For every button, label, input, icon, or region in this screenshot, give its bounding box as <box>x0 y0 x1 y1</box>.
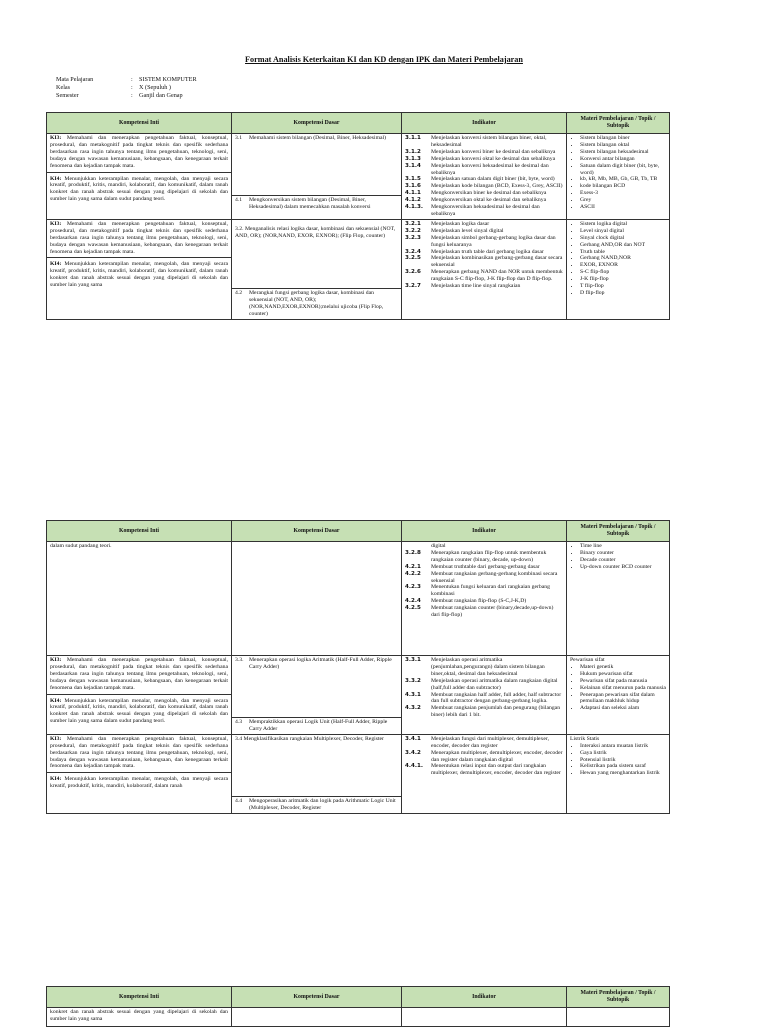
materi-item: • Pewarisan sifat pada manusia <box>580 678 666 685</box>
materi-item: • kode bilangan BCD <box>580 183 666 190</box>
ki-cell <box>47 734 232 813</box>
ki-cell <box>47 134 232 220</box>
materi-item: • Exess-3 <box>580 190 666 197</box>
header-row <box>47 521 670 542</box>
materi-heading: Listrik Statis <box>570 735 600 742</box>
indicator-number: 3.1.6 <box>405 183 421 190</box>
ki4-block <box>47 775 231 791</box>
materi-item: • Gerbang AND,OR dan NOT <box>580 242 666 249</box>
ki3-code: KI3: <box>50 220 62 227</box>
materi-item: • Sistem bilangan heksadesimal <box>580 149 666 156</box>
meta-colon: : <box>131 92 133 99</box>
ki3-block <box>47 656 231 695</box>
kd4-number: 4.3 <box>235 719 243 725</box>
materi-item: • Sinyal clock digital <box>580 235 666 242</box>
materi-item: • D flip-flop <box>580 290 666 297</box>
materi-item: • Penerapan pewarisan sifat dalam pemuliaan makhluk hidup <box>580 692 666 706</box>
indicator-number: 3.2.7 <box>405 283 421 290</box>
materi-cell <box>567 656 670 735</box>
indicator-text: Menerapkan rangkaian flip-flop untuk membentuk rangkaian counter (binary, decade, up-down) <box>431 549 547 563</box>
indicator-text: Menjelaskan truth table dari gerbang logika dasar <box>431 248 544 255</box>
header-materi: Materi Pembelajaran / Topik / Subtopik <box>567 987 670 1008</box>
ki4-code: KI4: <box>50 175 62 182</box>
kd3-block <box>232 220 401 289</box>
meta-row-kelas <box>56 84 197 92</box>
indicator-number: 4.2.2 <box>405 570 421 577</box>
meta-value: SISTEM KOMPUTER <box>139 76 197 83</box>
indicator-number: 4.1.1 <box>405 190 421 197</box>
header-ki: Kompetensi Inti <box>47 521 232 542</box>
kd4-text: Mempraktikkan operasi Logik Unit (Half-Full Adder, Ripple Carry Adder <box>249 719 388 732</box>
ki3-text: Memahami dan menerapkan pengetahuan faktual, konseptual, prosedural, dan metakognitif pada tingkat teknis dan spesifik sederhana berdasarkan rasa ingin tahunya tentang ilmu pengetahuan, teknologi, seni, budaya dengan wawasan kemanusiaan, kebangsaan, dan kenegaraan terkait fenomena dan kejadian tampak mata. <box>50 735 229 770</box>
indicator-item <box>405 235 563 249</box>
indicator-item <box>405 550 563 564</box>
indicator-text: Membuat rangkaian penjumlah dan pengurang (bilangan biner) lebih dari 1 bit. <box>431 705 561 719</box>
indicator-number: 4.2.4 <box>405 598 421 605</box>
materi-item: • Materi genetik <box>580 664 666 671</box>
kd-cell <box>232 734 402 813</box>
indicator-item <box>405 135 563 149</box>
table-row <box>47 734 670 813</box>
indicator-text: Menerapkan multiplexer, demultiplexer, encoder, decoder dan register dalam rangkaian digital <box>431 749 563 763</box>
indicator-number: 3.4.1 <box>405 735 421 742</box>
ki4-code: KI4: <box>50 776 62 783</box>
materi-item: • T flip-flop <box>580 283 666 290</box>
indicator-list <box>405 550 563 619</box>
indicator-number: 3.1.1 <box>405 135 421 141</box>
ki3-text: Memahami dan menerapkan pengetahuan faktual, konseptual, prosedural, dan metakognitif pada tingkat teknis dan spesifik sederhana berdasarkan rasa ingin tahunya tentang ilmu pengetahuan, teknologi, seni, budaya dengan wawasan kemanusiaan, kebangsaan, dan kenegaraan terkait fenomena dan kejadian tampak mata. <box>50 135 229 169</box>
indicator-item <box>405 564 563 571</box>
materi-list <box>570 543 666 571</box>
indicator-cell <box>402 656 567 735</box>
header-indikator: Indikator <box>402 113 567 134</box>
ki3-block <box>47 735 231 774</box>
indicator-item <box>405 156 563 163</box>
ki3-text: Memahami dan menerapkan pengetahuan faktual, konseptual, prosedural, dan metakognitif pada tingkat teknis dan spesifik sederhana berdasarkan rasa ingin tahunya tentang ilmu pengetahuan, teknologi, seni, budaya dengan wawasan kemanusiaan, kebangsaan, dan kenegaraan terkait fenomena dan kejadian tampak mata. <box>50 220 229 255</box>
analysis-table-3 <box>46 986 670 1027</box>
kd4-text: Merangkai fungsi gerbang logika dasar, kombinasi dan sekuensial (NOT, AND, OR); (NOR,NAND,EXOR,EXNOR);melalui ujicoba (Flip Flop, counter) <box>249 289 384 317</box>
indicator-item <box>405 183 563 190</box>
meta-colon: : <box>131 84 133 91</box>
kd-cell <box>232 542 402 656</box>
indicator-item <box>405 605 563 619</box>
ki4-continuation: dalam sudut pandang teori. <box>50 543 112 549</box>
indicator-number: 4.2.3 <box>405 584 421 591</box>
materi-cell <box>567 134 670 220</box>
meta-label: Mata Pelajaran <box>56 76 94 83</box>
indicator-item <box>405 197 563 204</box>
materi-cell <box>567 734 670 813</box>
indicator-item <box>405 736 563 750</box>
indicator-text: Menjelaskan kombinasikan gerbang-gerbang dasar secara sekuensial <box>431 255 563 269</box>
indicator-number: 4.4.1. <box>405 763 424 770</box>
materi-item: • Kelistrikan pada sistem saraf <box>580 763 666 770</box>
materi-list <box>570 743 666 778</box>
materi-item: • Gaya listrik <box>580 750 666 757</box>
indicator-number: 3.2.4 <box>405 248 421 255</box>
indicator-item <box>405 571 563 585</box>
indicator-text: Menjelaskan kode bilangan (BCD, Exess-3, Grey, ASCII) <box>431 183 563 190</box>
kd4-number: 4.1 <box>235 197 243 203</box>
materi-item: • Hewan yang menghantarkan listrik <box>580 770 666 777</box>
indicator-number: 3.3.2 <box>405 677 421 684</box>
ki-cell <box>47 656 232 735</box>
ki3-text: Memahami dan menerapkan pengetahuan faktual, konseptual, prosedural, dan metakognitif pada tingkat teknis dan spesifik sederhana berdasarkan rasa ingin tahunya tentang ilmu pengetahuan, teknologi, seni, budaya dengan wawasan kemanusiaan, kebangsaan, dan kenegaraan terkait fenomena dan kejadian tampak mata. <box>50 657 229 691</box>
materi-item: • Adaptasi dan seleksi alam <box>580 705 666 712</box>
indicator-text: Menjelaskan konversi heksadesimal ke desimal dan sebaliknya <box>431 162 549 176</box>
materi-item: • S-C flip-flop <box>580 269 666 276</box>
kd3-block <box>232 134 401 196</box>
document-meta <box>56 76 197 100</box>
meta-row-mapel <box>56 76 197 84</box>
indicator-text: Menjelaskan satuan dalam digit biner (bit, byte, word) <box>431 176 555 183</box>
indicator-item <box>405 149 563 156</box>
meta-label: Semester <box>56 92 79 99</box>
indicator-cell <box>402 1008 567 1027</box>
materi-list <box>570 664 666 712</box>
indicator-item <box>405 249 563 256</box>
indicator-text: Menjelaskan konversi sistem bilangan biner, oktal, heksadesimal <box>431 135 547 148</box>
materi-item: • kb, kB, Mb, MB, Gb, GB, Tb, TB <box>580 176 666 183</box>
indicator-item <box>405 190 563 197</box>
indicator-text: Menerapkan gerbang NAND dan NOR untuk membentuk rangkaian S-C flip-flop, J-K flip-flop dan D flip-flop. <box>431 269 563 283</box>
indicator-number: 3.1.3 <box>405 155 421 162</box>
materi-item: • Konversi antar bilangan <box>580 156 666 163</box>
indicator-number: 3.1.4 <box>405 162 421 169</box>
kd3-text: Menerapkan operasi logika Aritmatik (Half-Full Adder, Ripple Carry Adder) <box>249 657 392 670</box>
indicator-item <box>405 221 563 228</box>
ki4-text: Menunjukkan keterampilan menalar, mengolah, dan menyaji secara kreatif, produktif, kritis, mandiri, kolaboratif, dan komunikatif, dalam ranah konkret dan ranah abstrak sesuai dengan yang dipelajari di sekolah dan sumber lain yang sama dalam sudut pandang teori. <box>50 697 228 725</box>
materi-heading: Pewarisan sifat <box>570 657 605 663</box>
indicator-number: 4.3.1 <box>405 691 421 698</box>
header-kd: Kompetensi Dasar <box>232 521 402 542</box>
kd3-number: 3.1 <box>235 135 243 141</box>
materi-item: • J-K flip-flop <box>580 276 666 283</box>
indicator-item <box>405 750 563 764</box>
kd4-number: 4.2 <box>235 289 243 296</box>
header-materi: Materi Pembelajaran / Topik / Subtopik <box>567 521 670 542</box>
indicator-number: 4.3.2 <box>405 705 421 712</box>
materi-item: • Sistem logika digital <box>580 221 666 228</box>
ki-cell <box>47 1008 232 1027</box>
analysis-table-2 <box>46 520 670 814</box>
indicator-cell <box>402 134 567 220</box>
ki4-block <box>47 260 231 290</box>
materi-item: • Hukum pewarisan sifat <box>580 671 666 678</box>
indicator-continuation: digital <box>431 543 446 549</box>
indicator-item <box>405 204 563 218</box>
indicator-text: Menentukan relasi input dan output dari rangkaian multiplexer, demultiplexer, encoder, decoder dan register <box>431 763 561 777</box>
indicator-text: Mengkonversikan oktal ke desimal dan sebaliknya <box>431 197 547 204</box>
indicator-number: 4.1.3. <box>405 204 424 211</box>
indicator-number: 3.2.6 <box>405 269 421 276</box>
kd4-block <box>232 289 401 319</box>
header-indikator: Indikator <box>402 987 567 1008</box>
ki4-block <box>47 175 231 205</box>
materi-cell <box>567 1008 670 1027</box>
indicator-cell <box>402 734 567 813</box>
indicator-number: 4.2.5 <box>405 605 421 612</box>
indicator-item <box>405 692 563 706</box>
indicator-item <box>405 283 563 290</box>
meta-colon: : <box>131 76 133 83</box>
ki4-text: Menunjukkan keterampilan menalar, mengolah, dan menyaji secara kreatif, produktif, kritis, mandiri, kolaboratif, dan komunikatif, dalam ranah konkret dan ranah abstrak sesuai dengan yang dipelajari di sekolah dan sumber lain yang sama dalam sudut pandang teori. <box>50 175 228 203</box>
kd-cell <box>232 656 402 735</box>
indicator-number: 3.2.8 <box>405 549 421 556</box>
indicator-number: 4.2.1 <box>405 563 421 570</box>
table-row <box>47 1008 670 1027</box>
materi-cell <box>567 542 670 656</box>
materi-item: • EXOR, EXNOR <box>580 262 666 269</box>
kd3-text: Memahami sistem bilangan (Desimal, Biner, Heksadesimal) <box>249 135 387 141</box>
indicator-text: Menjelaskan simbol gerbang-gerbang logika dasar dan fungsi keluaranya <box>431 234 556 248</box>
indicator-number: 3.1.5 <box>405 176 421 183</box>
indicator-text: Membuat truthtable dari gerbang-gerbang dasar <box>431 563 540 570</box>
indicator-number: 3.2.3 <box>405 234 421 241</box>
indicator-number: 4.1.2 <box>405 197 421 204</box>
kd-cell <box>232 1008 402 1027</box>
kd3-block <box>232 656 401 718</box>
ki3-code: KI3: <box>50 735 62 742</box>
indicator-item <box>405 269 563 283</box>
materi-item: • Time line <box>580 543 666 550</box>
materi-item: • ASCII <box>580 204 666 211</box>
header-kd: Kompetensi Dasar <box>232 113 402 134</box>
indicator-text: Mengkonversikan biner ke desimal dan sebaliknya <box>431 190 547 197</box>
kd4-block <box>232 718 401 734</box>
kd4-block <box>232 196 401 212</box>
indicator-number: 3.2.1 <box>405 220 421 227</box>
meta-label: Kelas <box>56 84 71 91</box>
materi-list <box>570 221 666 297</box>
header-ki: Kompetensi Inti <box>47 113 232 134</box>
ki3-code: KI3: <box>50 135 62 141</box>
indicator-text: Membuat rangkaian half adder, full adder, half subtractor dan full subtractor dengan gerbang-gerbang logika. <box>431 691 562 705</box>
kd4-block <box>232 797 401 813</box>
materi-item: • Gerbang NAND,NOR <box>580 255 666 262</box>
indicator-number: 3.2.5 <box>405 255 421 262</box>
ki4-block <box>47 697 231 727</box>
ki3-code: KI3: <box>50 657 62 663</box>
kd3-text: 3.4 Mengklasifikasikan rangkaian Multiplexer, Decoder, Register <box>235 735 384 742</box>
meta-value: Ganjil dan Genap <box>139 92 183 99</box>
materi-cell <box>567 219 670 319</box>
indicator-item <box>405 678 563 692</box>
materi-item: • Up-down counter BCD counter <box>580 564 666 571</box>
header-indikator: Indikator <box>402 521 567 542</box>
indicator-text: Menentukan fungsi keluaran dari rangkaian gerbang kombinasi <box>431 584 550 598</box>
ki3-block <box>47 134 231 173</box>
ki4-code: KI4: <box>50 697 62 704</box>
indicator-number: 3.2.2 <box>405 227 421 234</box>
kd-cell <box>232 219 402 319</box>
materi-list <box>570 135 666 211</box>
meta-row-semester <box>56 92 197 100</box>
kd4-number: 4.4 <box>235 797 243 804</box>
indicator-item <box>405 705 563 719</box>
meta-value: X (Sepuluh ) <box>139 84 171 91</box>
indicator-text: Menjelaskan operasi aritmatika dalam rangkaian digital (half,full adder dan subtractor) <box>431 677 558 691</box>
header-row <box>47 113 670 134</box>
indicator-item <box>405 163 563 177</box>
indicator-item <box>405 763 563 777</box>
indicator-text: Menjelaskan time line sinyal rangkaian <box>431 283 521 290</box>
kd3-text: 3.2. Menganalisis relasi logika dasar, kombinasi dan sekuensial (NOT, AND, OR); (NOR,NAND, EXOR, EXNOR); (Flip Flop, counter) <box>235 225 396 239</box>
materi-item: • Potensial listrik <box>580 757 666 764</box>
table-row <box>47 219 670 319</box>
indicator-item <box>405 657 563 678</box>
indicator-text: Membuat rangkaian counter (binary,decade,up-down) dari flip-flop) <box>431 605 554 619</box>
kd3-number: 3.3. <box>235 657 244 663</box>
indicator-number: 3.3.1 <box>405 657 421 663</box>
materi-item: • Sistem bilangan oktal <box>580 142 666 149</box>
indicator-cell <box>402 542 567 656</box>
indicator-item <box>405 584 563 598</box>
indicator-text: Mengkonversikan heksadesimal ke desimal dan sebaliknya <box>431 204 540 217</box>
kd4-text: Mengkonversikan sistem bilangan (Desimal, Biner, Heksadesimal) dalam memecahkan masalah konversi <box>249 197 371 210</box>
materi-item: • Level sinyal digital <box>580 228 666 235</box>
table-row <box>47 542 670 656</box>
ki4-code: KI4: <box>50 261 62 268</box>
indicator-text: Membuat rangkaian flip-flop (S-C,J-K,D) <box>431 598 527 605</box>
materi-item: • Kelainan sifat menurun pada manusia <box>580 685 666 692</box>
kd3-block <box>232 735 401 797</box>
header-kd: Kompetensi Dasar <box>232 987 402 1008</box>
analysis-table-1 <box>46 112 670 320</box>
indicator-text: Menjelaskan operasi aritmatika (penjumlahan,pengurangn) dalam sistem bilangan biner,oktal, desimal dan heksadesimal <box>431 657 545 677</box>
header-ki: Kompetensi Inti <box>47 987 232 1008</box>
document-title: Format Analisis Keterkaitan KI dan KD dengan IPK dan Materi Pembelajaran <box>245 55 523 64</box>
indicator-text: Menjelaskan level sinyal digital <box>431 227 504 234</box>
materi-item: • Interaksi antara muatan listrik <box>580 743 666 750</box>
indicator-text: Menjelaskan logika dasar <box>431 220 490 227</box>
indicator-text: Menjelaskan konversi biner ke desimal dan sebaliknya <box>431 148 556 155</box>
kd-cell <box>232 134 402 220</box>
materi-item: • Binary counter <box>580 550 666 557</box>
materi-item: • Grey <box>580 197 666 204</box>
ki4-continuation: konkret dan ranah abstrak sesuai dengan yang dipelajari di sekolah dan sumber lain yang sama <box>50 1009 228 1022</box>
materi-item: • Decade counter <box>580 557 666 564</box>
ki3-block <box>47 220 231 259</box>
indicator-item <box>405 255 563 269</box>
ki4-text: Menunjukkan keterampilan menalar, mengolah, dan menyaji secara kreatif, produktif, kritis, mandiri, kolaboratif, dan komunikatif, dalam ranah konkret dan ranah abstrak sesuai dengan yang dipelajari di sekolah dan sumber lain yang sama <box>50 261 228 289</box>
indicator-number: 3.4.2 <box>405 749 421 756</box>
materi-item: • Sistem bilangan biner <box>580 135 666 142</box>
ki4-text: Menunjukkan keterampilan menalar, mengolah, dan menyaji secara kreatif, produktif, kritis, mandiri, kolaboratif, dalam ranah <box>50 776 228 790</box>
indicator-text: Membuat rangkaian gerbang-gerbang kombinasi secara sekuensial <box>431 570 558 584</box>
materi-item: • Satuan dalam digit biner (bit, byte, word) <box>580 163 666 177</box>
table-row <box>47 656 670 735</box>
header-row <box>47 987 670 1008</box>
ki-cell <box>47 219 232 319</box>
indicator-text: Menjelaskan fungsi dari multiplexer, demultiplexer, encoder, decoder dan register <box>431 735 550 749</box>
kd4-text: Mengoperasikan aritmatik dan logik pada Arithmatic Logic Unit (Multiplexer, Decoder, Register <box>249 797 396 811</box>
indicator-number: 3.1.2 <box>405 148 421 155</box>
table-row <box>47 134 670 220</box>
indicator-cell <box>402 219 567 319</box>
header-materi: Materi Pembelajaran / Topik / Subtopik <box>567 113 670 134</box>
materi-item: • Truth table <box>580 249 666 256</box>
indicator-text: Menjelaskan konversi oktal ke desimal dan sebaliknya <box>431 155 556 162</box>
ki-cell <box>47 542 232 656</box>
indicator-item <box>405 228 563 235</box>
